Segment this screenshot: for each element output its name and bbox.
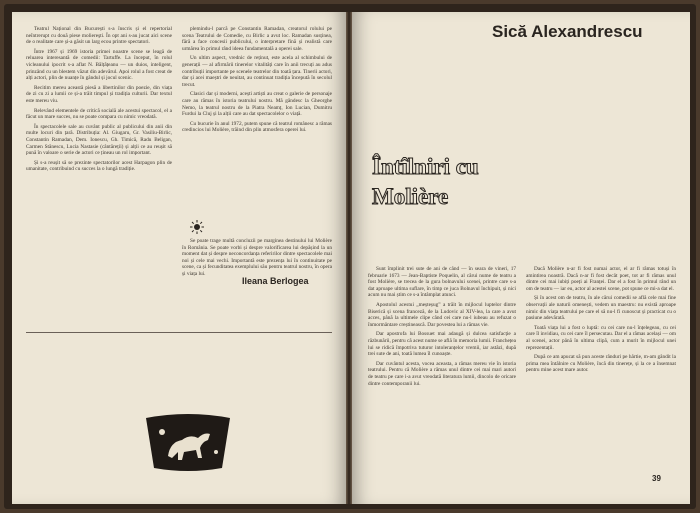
right-page — [352, 12, 690, 504]
paragraph: Și s-a reușit să se prezinte spectatorilor acest Harpagon plin de umanitate, contribuind cu succes la o lungă tradiție. — [26, 159, 172, 173]
paragraph: Cu bucurie în anul 1972, putem spune că teatrul românesc a rămas credincios lui Molière, trăind din plin atmosfera operei lui. — [182, 120, 332, 134]
divider — [26, 332, 332, 333]
paragraph: În spectacolele sale au cuvânt public al publicului din anii din multe locuri din țară. Distribuția: Al. Giugaru, Gr. Vasiliu-Birlic, Constantin Ramadan, Dem. Ionescu, Gh. Timică, Radu Beligan, Carmen Stănescu, Lucia Nastasie (cântăreții) și alții ce au reușit să pună în valoare o serie de actori ce țineau un rol important. — [26, 123, 172, 157]
paragraph: Clasici dar și moderni, acești artiști au creat o galerie de personaje care au rămas în istoria teatrului nostru. Mă gândesc la Gheorghe Nemo, la teatrul nostru de la Piatra Neamț, Ion Lucian, Dumitru Furdui la Cluj și la alții care au dat spectacolelor o viață. — [182, 91, 332, 118]
right-column-1 — [368, 266, 516, 476]
article-signature: Ileana Berlogea — [242, 276, 309, 286]
paragraph: Un ultim aspect, vrednic de reținut, este acela al schimbului de generații — al afirmării tinerelor vitalități care în anii trecuți au adus contribuții importante pe scenele teatrelor din toată țara. Tinerii actori, dar și acei maeștri de neuitat, au continuat tradiția începută în secolul trecut. — [182, 55, 332, 88]
paragraph: Relevând elementele de critică socială ale acestui spectacol, el a făcut un mare succes, nu se poate compara cu nimic vreodată. — [26, 107, 172, 121]
open-book — [4, 4, 696, 509]
sun-ornament-icon — [190, 220, 204, 234]
horse-vase-illustration — [142, 412, 234, 474]
left-column-1 — [26, 26, 172, 326]
paragraph: Dar apostrofa lui Bossuet mai adaugă și dulcea satisfacție a răzbunării, pentru că acest nume se află în memoria lumii. Franchețea lui se ridică împotriva tuturor intoleranțelor vremii, iar astăzi, după trei sute de ani, toată lumea îl cunoaște. — [368, 331, 516, 358]
paragraph: Și în acest om de teatru, în ale cărui comedii se află cele mai fine observații ale naturii omenești, vedem un maestru: nu există aproape nimic din viața teatrului pe care el să nu-l fi cunoscut și practicat cu o pasiune adevărată. — [526, 295, 676, 322]
left-page — [12, 12, 346, 504]
right-column-2 — [526, 266, 676, 471]
paragraph: Dar cuvântul acesta, vocea aceasta, a rămas mereu vie în istoria teatrului. Pentru că Molière a rămas unul dintre cei mai mari autori de teatru pe care i-a avut vreodată literatura lumii, dincolo de oricare dintre contemporanii lui. — [368, 360, 516, 387]
article-author: Sică Alexandrescu — [492, 22, 643, 41]
paragraph: Sunt împlinit trei sute de ani de când — în seara de vineri, 17 februarie 1673 — Jean-Baptiste Poquelin, al cărui nume de teatru a fost Molière, se trecea de la gura bolnavului scenei, printre care s-a dat aproape ultima suflare, în timp ce juca Bolnavul închipuit, și nici acum nu mai știm ce s-a întâmplat atunci. — [368, 266, 516, 299]
article-title: Întîlniri cu Molière — [372, 154, 479, 209]
paragraph: Apostolul acestui „meșteșug” a trăit în mijlocul luptelor dintre Biserică și scena franceză, de la Ludovic al XIV-lea, la care a avut acces, până la ultimele clipe când cei care nu-l iubeau au refuzat o înmormântare creștinească. Dar povestea lui a rămas vie. — [368, 301, 516, 328]
paragraph: Teatrul Național din București s-a înscris și el repertorial neîntrerupt cu două piese moliereşti. În opt ani s-au jucat aici scene de o realitate care și-a găsit un larg ecou printre spectatori. — [26, 26, 172, 46]
closing-text: Se poate trage multă concluzii pe marginea destinului lui Molière în România. Se poate vorbi și despre valorificarea lui depășind la un moment dat și despre neconcordanța referirilor dintre spectacolele mai noi și cele mai vechi. Importantă este prezența lui în continuitate pe scene, ca și fecunditatea exemplului său pentru teatrul nostru, în opera și viața lui. — [182, 238, 332, 277]
paragraph: Recitim mereu această piesă a libertinilor din poezie, din viața de zi cu zi a lumii ce și-a trăit timpul și tradiția culturii. Dar textul este mereu viu. — [26, 84, 172, 104]
left-column-2 — [182, 26, 332, 226]
paragraph: După ce am apucat să pun aceste rânduri pe hârtie, m-am gândit la prima mea întâlnire cu Molière, încă din tinerețe, și la ce a însemnat pentru mine acest mare autor. — [526, 354, 676, 374]
paragraph: Toată viața lui a fost o luptă: cu cei care nu-l înțelegeau, cu cei care îl invidiau, cu cei care îl persecutau. Dar el a rămas același — om al scenei, actor până în ultima clipă, cum a murit în mijlocul unei reprezentații. — [526, 324, 676, 351]
paragraph: Între 1967 și 1969 istoria primei noastre scene se leagă de reluarea interesantă de comedii: Tartuffe. La început, în rolul vicleanului ipocrit s-a aflat N. Bălțățeanu — un duios, inteligent, prinzând cu un blestem văzut din adevărul. Apoi rolul a fost creat de alți actori, plin de nuanțe în gândul și jocul scenic. — [26, 48, 172, 82]
closing-paragraph — [182, 238, 332, 277]
page-number: 39 — [652, 474, 661, 483]
paragraph: plemindu-l parcă pe Constantin Ramadan, creatorul rolului pe scena Teatrului de Comedie, cu Birlic a avut loc. Ramadan susținea, fără a face concesii publicului, o interpretare fină și realistă care urmărea în primul rând ideea fundamentală a operei sale. — [182, 26, 332, 52]
paragraph: Dacă Molière n-ar fi fost numai actor, el ar fi rămas totuși în amintirea noastră. Dacă n-ar fi fost decât poet, tot ar fi rămas unul dintre cei mai iubiți poeți ai Franței. Dar el a fost în primul rând un om de teatru — iar eu, actor al acestei scene, pot spune ce mi-a dat el. — [526, 266, 676, 292]
